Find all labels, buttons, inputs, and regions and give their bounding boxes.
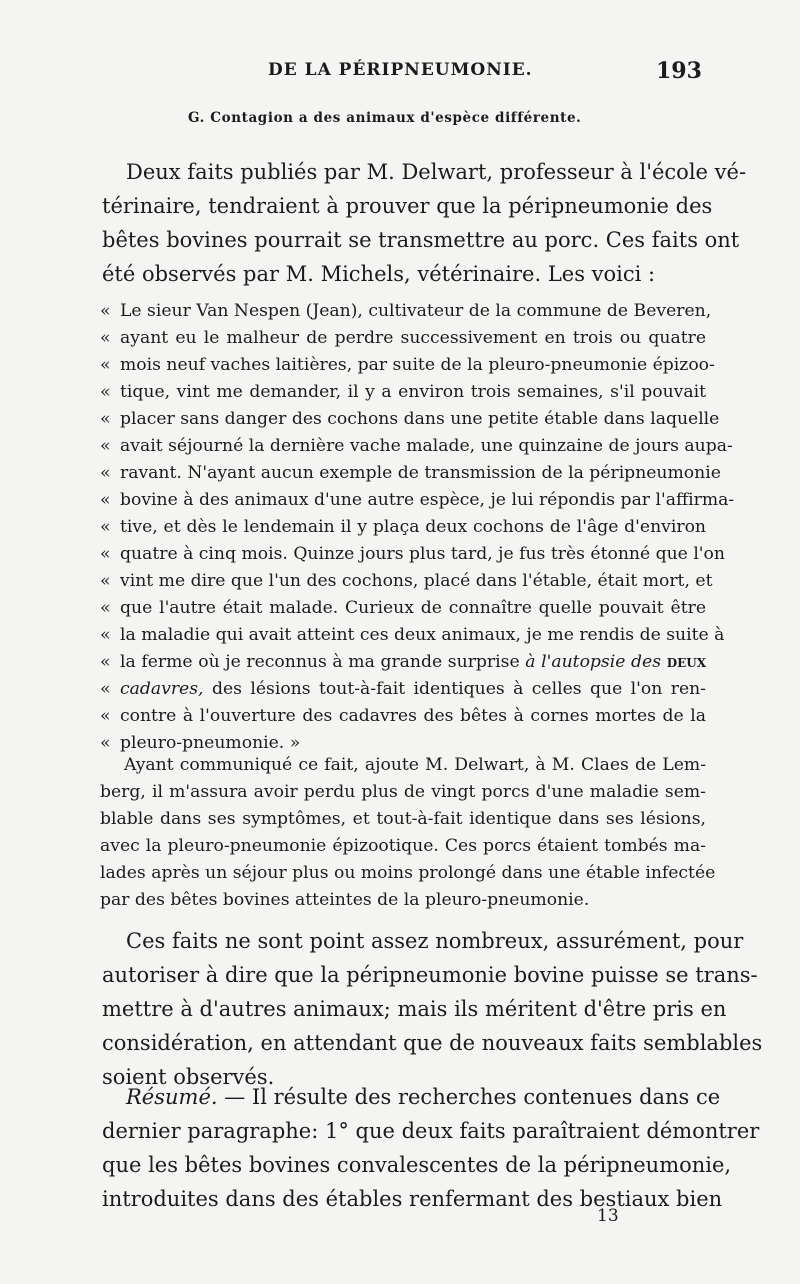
quote-mark: « <box>100 382 111 402</box>
quote-mark: « <box>100 301 111 321</box>
quote-mark: « <box>100 679 111 699</box>
quote-mark: « <box>100 571 111 591</box>
quote-line: la maladie qui avait atteint ces deux animaux, je me rendis de suite à <box>120 625 725 645</box>
quote-line: ayant eu le malheur de perdre successivement en trois ou quatre <box>120 328 706 348</box>
resume-paragraph <box>102 1080 760 1216</box>
text-line: soient observés. <box>102 1065 275 1089</box>
quote-line: quatre à cinq mois. Quinze jours plus tard, je fus très étonné que l'on <box>120 544 725 564</box>
text-line: autoriser à dire que la péripneumonie bovine puisse se trans- <box>102 963 758 987</box>
quote-mark: « <box>100 733 111 753</box>
quote-mark: « <box>100 490 111 510</box>
text-line: berg, il m'assura avoir perdu plus de vingt porcs d'une maladie sem- <box>100 782 706 802</box>
quote-mark: « <box>100 544 111 564</box>
text-line: Ayant communiqué ce fait, ajoute M. Delwart, à M. Claes de Lem- <box>124 755 706 775</box>
quote-line: placer sans danger des cochons dans une petite étable dans laquelle <box>120 409 720 429</box>
quote-line: avait séjourné la dernière vache malade, une quinzaine de jours aupa- <box>120 436 733 456</box>
text-line: introduites dans des étables renfermant des bestiaux bien <box>102 1187 723 1211</box>
resume-label: Résumé. <box>126 1085 218 1109</box>
quote-caps: deux <box>666 652 707 672</box>
quote-mark: « <box>100 409 111 429</box>
quote-mark: « <box>100 652 111 672</box>
quote-line: des lésions tout-à-fait identiques à celles que l'on ren- <box>211 679 706 699</box>
quote-mark: « <box>100 598 111 618</box>
page-number: 193 <box>656 58 702 84</box>
quote-italic: à l'autopsie des <box>525 652 662 672</box>
quote-line: vint me dire que l'un des cochons, placé dans l'étable, était mort, et <box>120 571 713 591</box>
text-line: par des bêtes bovines atteintes de la pleuro-pneumonie. <box>100 890 590 910</box>
quote-mark: « <box>100 328 111 348</box>
text-line: avec la pleuro-pneumonie épizootique. Ces porcs étaient tombés ma- <box>100 836 706 856</box>
text-line: bêtes bovines pourrait se transmettre au porc. Ces faits ont <box>102 228 740 252</box>
quote-line: Le sieur Van Nespen (Jean), cultivateur de la commune de Beveren, <box>120 301 712 321</box>
quote-line: bovine à des animaux d'une autre espèce, je lui répondis par l'affirma- <box>120 490 735 510</box>
intro-paragraph <box>102 155 747 291</box>
text-line: Ces faits ne sont point assez nombreux, assurément, pour <box>126 929 744 953</box>
quote-line: ravant. N'ayant aucun exemple de transmission de la péripneumonie <box>120 463 721 483</box>
text-line: blable dans ses symptômes, et tout-à-fait identique dans ses lésions, <box>100 809 706 829</box>
quotation-block <box>100 298 735 757</box>
quote-line: que l'autre était malade. Curieux de connaître quelle pouvait être <box>120 598 706 618</box>
text-line: — Il résulte des recherches contenues dans ce <box>224 1085 721 1109</box>
quote-mark: « <box>100 463 111 483</box>
text-line: mettre à d'autres animaux; mais ils méritent d'être pris en <box>102 997 727 1021</box>
quote-mark: « <box>100 517 111 537</box>
quote-italic: cadavres, <box>120 679 204 699</box>
quote-mark: « <box>100 436 111 456</box>
text-line: été observés par M. Michels, vétérinaire. Les voici : <box>102 262 656 286</box>
quote-mark: « <box>100 625 111 645</box>
text-line: Deux faits publiés par M. Delwart, professeur à l'école vé- <box>126 160 747 184</box>
quote-line: la ferme où je reconnus à ma grande surprise <box>120 652 520 672</box>
text-line: considération, en attendant que de nouveaux faits semblables <box>102 1031 763 1055</box>
follow-up-paragraph <box>100 752 716 914</box>
quote-mark: « <box>100 706 111 726</box>
text-line: dernier paragraphe: 1° que deux faits paraîtraient démontrer <box>102 1119 760 1143</box>
text-line: que les bêtes bovines convalescentes de la péripneumonie, <box>102 1153 732 1177</box>
quote-line: tique, vint me demander, il y a environ trois semaines, s'il pouvait <box>120 382 706 402</box>
quote-line: pleuro-pneumonie. » <box>120 733 301 753</box>
running-head: DE LA PÉRIPNEUMONIE. <box>268 60 533 80</box>
conclusion-paragraph <box>102 924 763 1094</box>
quote-line: mois neuf vaches laitières, par suite de la pleuro-pneumonie épizoo- <box>120 355 715 375</box>
page-header <box>0 58 800 92</box>
quote-mark: « <box>100 355 111 375</box>
quote-line: tive, et dès le lendemain il y plaça deux cochons de l'âge d'environ <box>120 517 706 537</box>
section-heading: G. Contagion a des animaux d'espèce différente. <box>188 110 582 126</box>
text-line: lades après un séjour plus ou moins prolongé dans une étable infectée <box>100 863 716 883</box>
signature-mark: 13 <box>597 1206 619 1226</box>
text-line: térinaire, tendraient à prouver que la péripneumonie des <box>102 194 713 218</box>
quote-line: contre à l'ouverture des cadavres des bêtes à cornes mortes de la <box>120 706 706 726</box>
